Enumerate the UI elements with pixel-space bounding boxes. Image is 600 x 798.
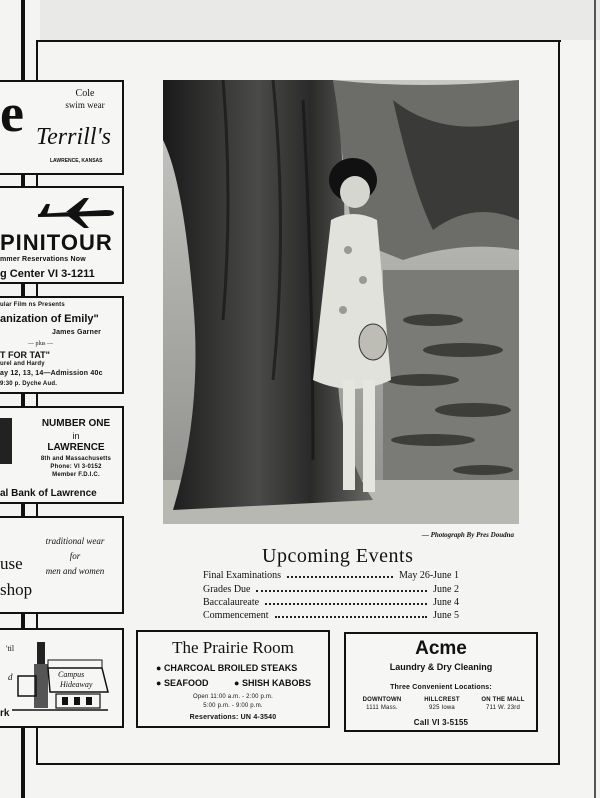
leader-dots <box>265 603 427 605</box>
film-feature-cast: urel and Hardy <box>0 361 45 367</box>
event-row <box>203 610 459 621</box>
film-feature: T FOR TAT" <box>0 350 50 360</box>
acme-locations-title: Three Convenient Locations: <box>390 684 492 691</box>
menu-item: ● SEAFOOD <box>156 678 209 688</box>
acme-location <box>352 697 412 711</box>
house-line2: for <box>69 551 81 561</box>
acme-name: Acme <box>415 638 467 659</box>
unitour-line: mmer Reservations Now <box>0 256 86 263</box>
campus-fragment-2: d <box>8 672 13 682</box>
terrills-brand: Terrill's <box>36 124 111 150</box>
menu-item: ● CHARCOAL BROILED STEAKS <box>156 663 298 673</box>
acme-laundry-ad <box>344 632 538 732</box>
menu-item: ● SHISH KABOBS <box>234 678 311 688</box>
bank-dark-block <box>0 418 12 464</box>
house-fragment-1: use <box>0 554 23 573</box>
event-date: June 2 <box>433 584 459 595</box>
acme-location-name: HILLCREST <box>424 697 460 703</box>
house-line1: traditional wear <box>45 536 105 546</box>
acme-location-address: 925 Iowa <box>429 705 455 711</box>
event-name: Baccalaureate <box>203 597 260 608</box>
event-row <box>203 570 459 581</box>
leader-dots <box>287 576 393 578</box>
acme-location-name: DOWNTOWN <box>362 697 402 703</box>
bank-member: Member F.D.I.C. <box>52 472 100 478</box>
house-line3: men and women <box>45 566 105 576</box>
leader-dots <box>256 590 427 592</box>
acme-location-address: 1111 Mass. <box>366 705 398 711</box>
bank-line3: LAWRENCE <box>47 442 105 453</box>
event-name: Grades Due <box>203 584 251 595</box>
prairie-room-ad <box>136 630 330 728</box>
photo-illustration <box>163 80 519 524</box>
clothing-house-ad <box>0 516 124 614</box>
terrills-line1: Cole <box>75 88 95 99</box>
film-star: James Garner <box>52 329 102 336</box>
acme-location <box>472 697 534 711</box>
house-fragment-2: shop <box>0 580 33 599</box>
terrills-fragment: e <box>0 83 24 143</box>
bank-line2: in <box>72 431 80 441</box>
right-edge-rule <box>594 0 596 798</box>
events-title: Upcoming Events <box>262 545 414 567</box>
unitour-name: PINITOUR <box>0 230 113 255</box>
acme-location <box>412 697 472 711</box>
terrills-location: LAWRENCE, KANSAS <box>50 158 103 164</box>
event-name: Final Examinations <box>203 570 282 581</box>
bank-name: al Bank of Lawrence <box>0 488 97 499</box>
film-time: 9:30 p. Dyche Aud. <box>0 381 58 387</box>
film-presenter: ular Film ns Presents <box>0 302 65 308</box>
prairie-reservations: Reservations: UN 4-3540 <box>189 714 277 721</box>
acme-location-address: 711 W. 23rd <box>485 705 521 711</box>
page-frame-bottom <box>36 763 560 765</box>
event-date: June 4 <box>433 597 459 608</box>
film-title: anization of Emily" <box>0 313 99 325</box>
campus-fragment-3: rk <box>0 708 10 719</box>
unitour-ad <box>0 186 124 284</box>
bank-line1: NUMBER ONE <box>41 418 111 429</box>
campus-hideaway-ad <box>0 628 124 728</box>
campus-sign-2: Hideaway <box>60 680 93 689</box>
campus-sign-1: Campus <box>58 670 85 679</box>
film-plus: — plus — <box>28 341 54 347</box>
page-frame-right <box>558 40 560 765</box>
menu-item-label: SHISH KABOBS <box>241 678 311 688</box>
menu-item-label: SEAFOOD <box>163 678 209 688</box>
prairie-hours-2: 5:00 p.m. - 9:00 p.m. <box>203 703 263 709</box>
film-dates: ay 12, 13, 14—Admission 40c <box>0 370 103 377</box>
photo-caption: — Photograph By Pres Doudna <box>421 531 514 539</box>
page-frame-top <box>36 40 561 42</box>
prairie-hours-1: Open 11:00 a.m. - 2:00 p.m. <box>193 694 273 700</box>
prairie-room-title: The Prairie Room <box>172 638 294 657</box>
terrills-ad <box>0 80 124 175</box>
event-name: Commencement <box>203 610 269 621</box>
bank-ad <box>0 406 124 504</box>
airplane-icon <box>36 196 116 230</box>
acme-phone: Call VI 3-5155 <box>413 718 469 727</box>
event-row <box>203 584 459 595</box>
bank-address: 8th and Massachusetts <box>40 456 112 462</box>
leader-dots <box>275 616 428 618</box>
event-date: June 5 <box>433 610 459 621</box>
campus-fragment-1: 'til <box>6 644 15 653</box>
terrills-line2: swim wear <box>65 100 105 110</box>
bank-phone: Phone: VI 3-0152 <box>50 464 102 470</box>
unitour-phone: g Center VI 3-1211 <box>0 268 95 280</box>
acme-subtitle: Laundry & Dry Cleaning <box>389 662 493 672</box>
event-row <box>203 597 459 608</box>
faded-header-area <box>40 0 600 40</box>
film-ad <box>0 296 124 394</box>
event-date: May 26-June 1 <box>399 570 459 581</box>
menu-item-label: CHARCOAL BROILED STEAKS <box>163 663 298 673</box>
tree-photograph <box>163 80 519 524</box>
acme-location-name: ON THE MALL <box>481 697 525 703</box>
